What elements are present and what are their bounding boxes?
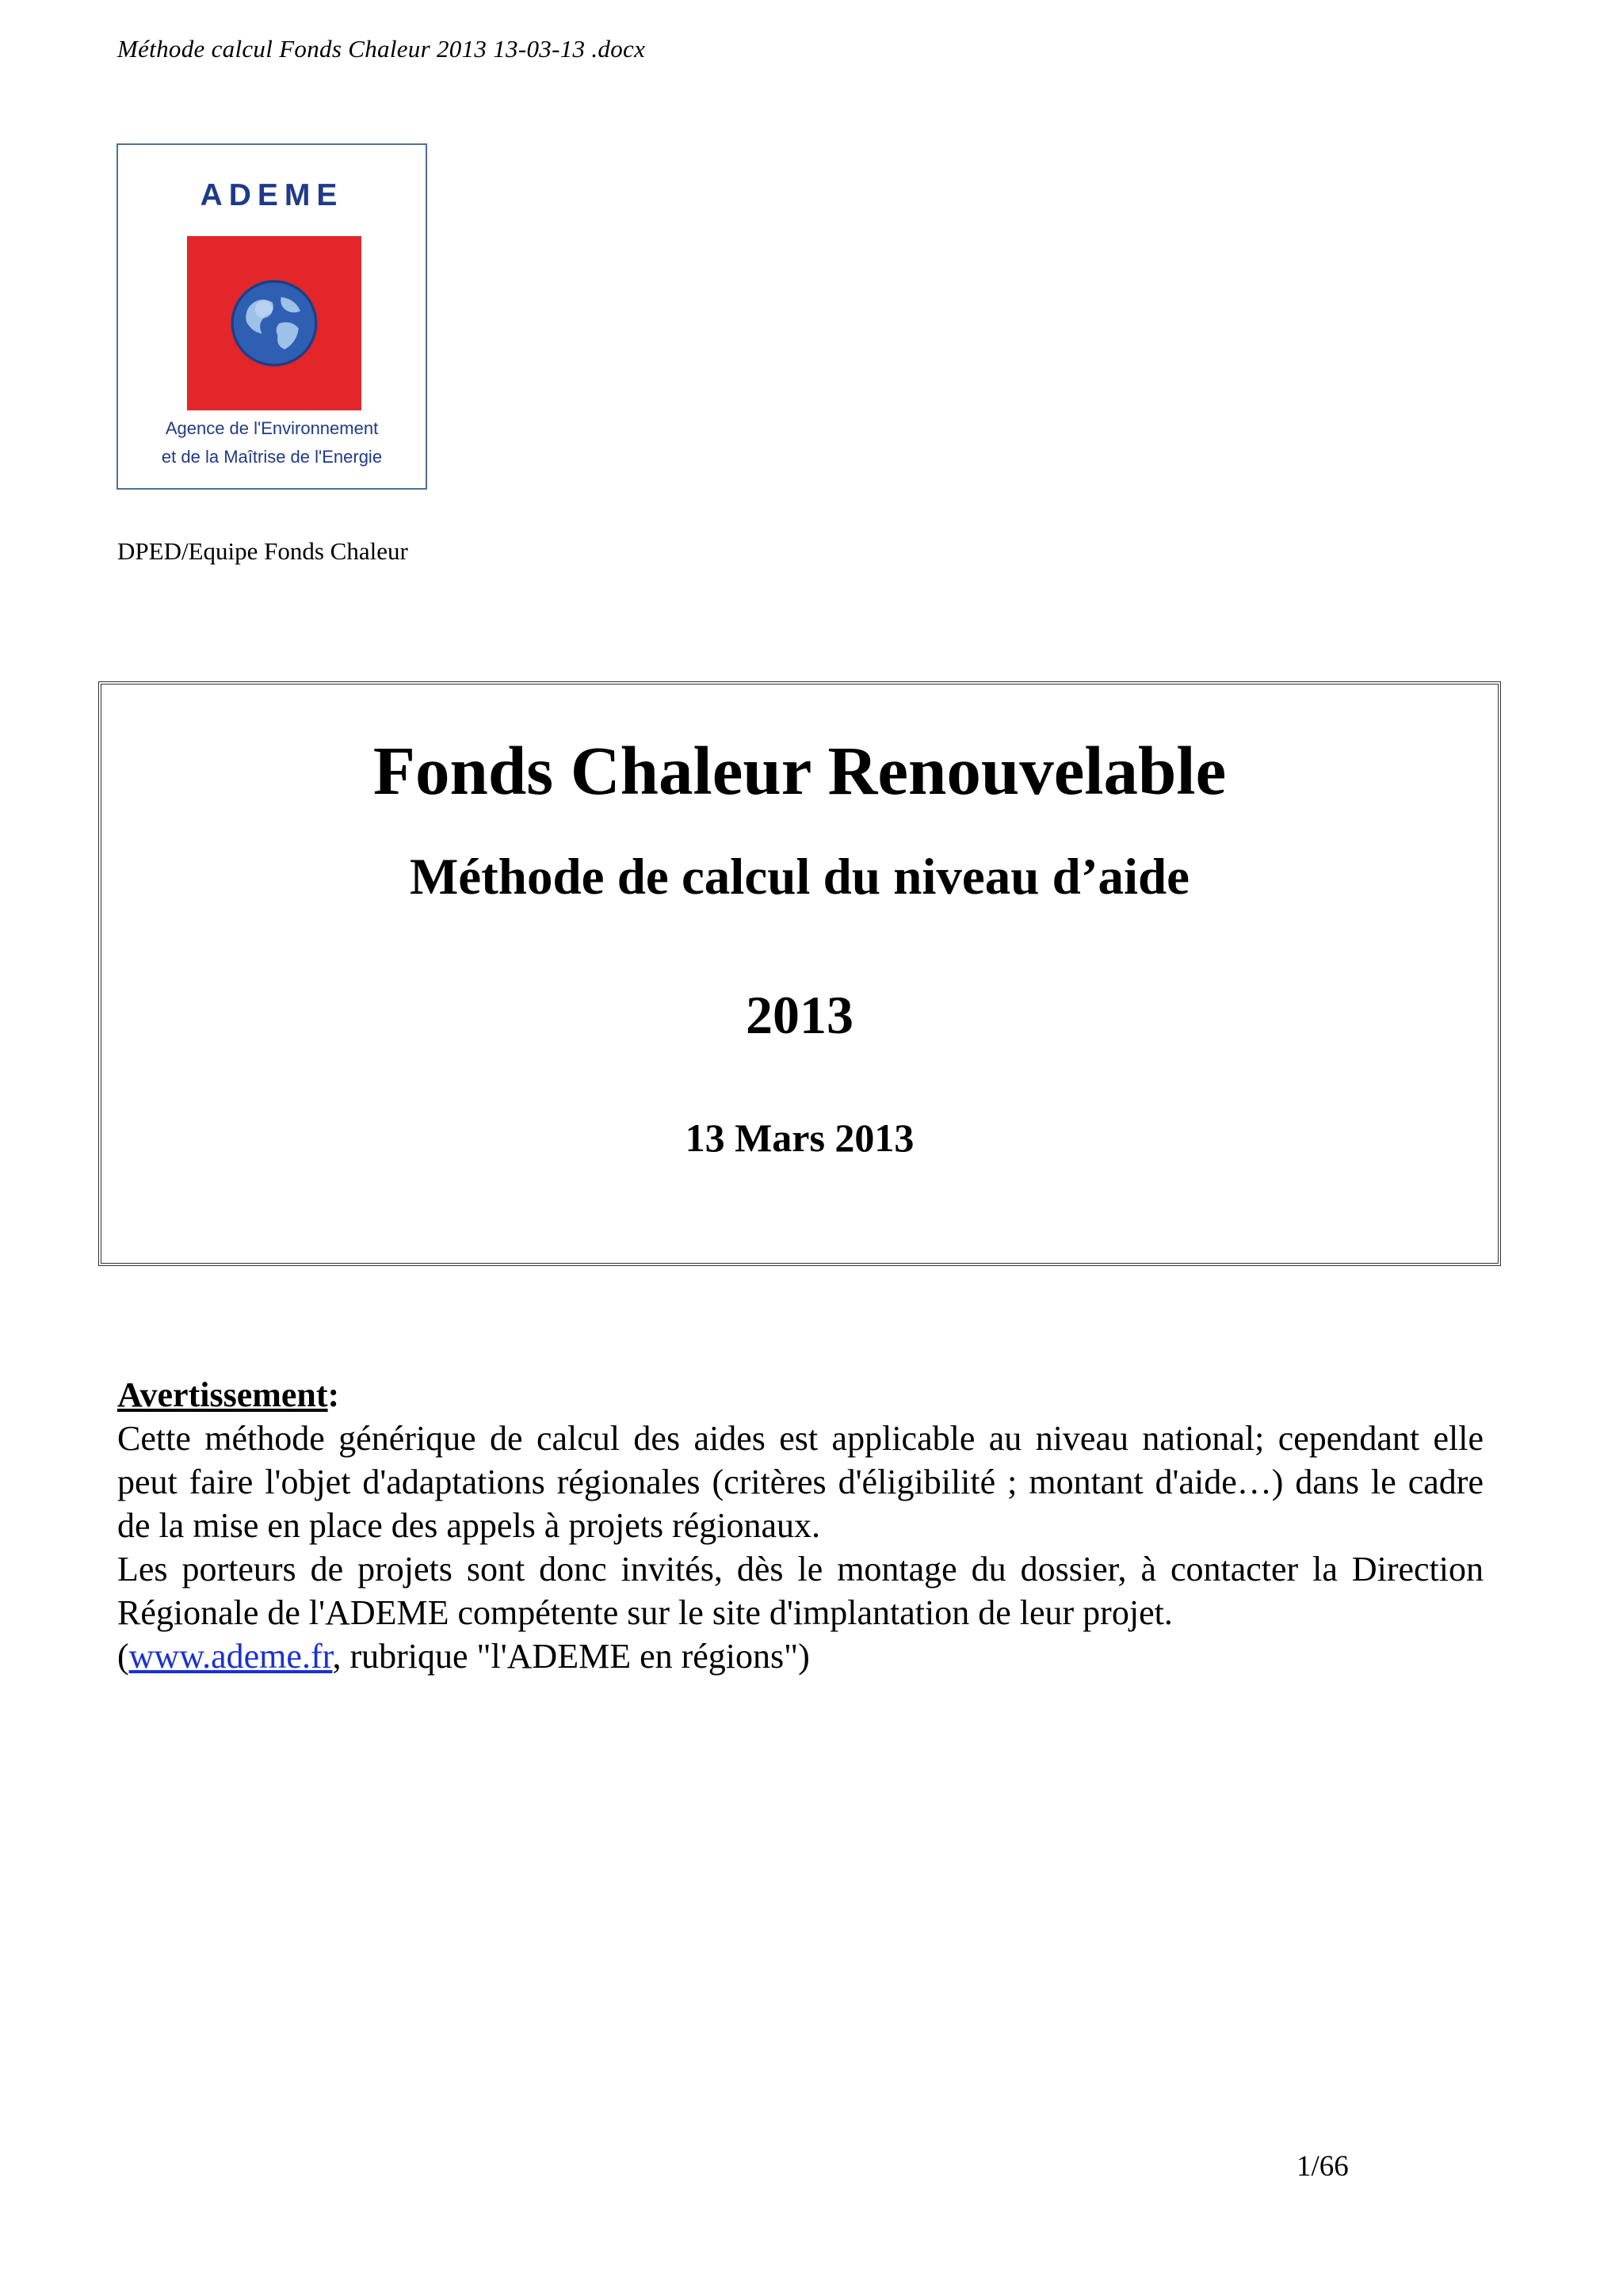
document-year: 2013 — [746, 985, 854, 1045]
document-subtitle: Méthode de calcul du niveau d’aide — [409, 849, 1190, 906]
department-label: DPED/Equipe Fonds Chaleur — [117, 537, 408, 565]
ademe-website-link[interactable]: www.ademe.fr — [128, 1637, 333, 1676]
document-filename: Méthode calcul Fonds Chaleur 2013 13-03-13 .docx — [117, 35, 646, 63]
title-box — [98, 681, 1501, 1266]
logo-tagline — [118, 414, 426, 471]
warning-paragraph-1: Cette méthode générique de calcul des aides est applicable au niveau national; cependant elle peut faire l'objet d'adaptations régionales (critères d'éligibilité ; montant d'aide…) dans le cadre de la mise en place des appels à projets régionaux. — [117, 1419, 1484, 1545]
document-title: Fonds Chaleur Renouvelable — [372, 732, 1227, 809]
warning-paragraph-2: Les porteurs de projets sont donc invités, dès le montage du dossier, à contacter la Direction Régionale de l'ADEME compétente sur le site d'implantation de leur projet. — [117, 1550, 1484, 1632]
page-number: 1/66 — [1296, 2150, 1349, 2183]
logo-wordmark: ADEME — [200, 178, 344, 212]
warning-section — [117, 1373, 1484, 1678]
globe-icon — [231, 280, 318, 367]
logo-tagline-line1: Agence de l'Environnement — [165, 418, 379, 438]
warning-link-line: (www.ademe.fr, rubrique "l'ADEME en régions") — [117, 1637, 810, 1676]
warning-heading: Avertissement: — [117, 1375, 340, 1414]
logo-red-square — [187, 236, 361, 410]
document-date: 13 Mars 2013 — [685, 1116, 915, 1160]
ademe-logo — [116, 143, 427, 490]
logo-tagline-line2: et de la Maîtrise de l'Energie — [161, 447, 383, 467]
